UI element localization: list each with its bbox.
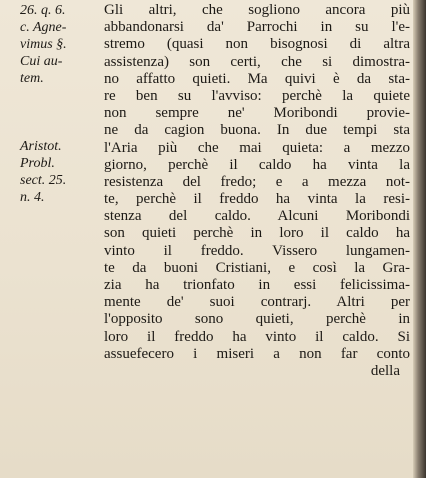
margin-gap	[20, 104, 102, 121]
margin-note-line: Aristot.	[20, 139, 62, 154]
body-text	[104, 2, 410, 380]
text-line: l'Aria più che mai quieta: a mezzo	[104, 139, 410, 156]
margin-notes	[20, 2, 102, 206]
text-line: no affatto quieti. Ma quivi è da sta-	[104, 70, 410, 87]
text-line: giorno, perchè il caldo ha vinta la	[104, 156, 410, 173]
text-line: te da buoni Cristiani, e così la Gra-	[104, 259, 410, 276]
text-line: l'opposito sono quieti, perchè in	[104, 311, 410, 328]
text-line: son quieti perchè in loro il caldo ha	[104, 225, 410, 242]
book-spine-shadow	[413, 0, 426, 478]
text-line: te, perchè il freddo ha vinta la resi-	[104, 191, 410, 208]
margin-gap	[20, 87, 102, 104]
margin-note-line: c. Agne-	[20, 20, 67, 35]
margin-note-line: vimus §.	[20, 37, 67, 52]
text-line: non sempre ne' Moribondi provie-	[104, 105, 410, 122]
text-line: stenza del caldo. Alcuni Moribondi	[104, 208, 410, 225]
text-line: assistenza) son certi, che si dimostra-	[104, 53, 410, 70]
text-line: re ben su l'avviso: perchè la quiete	[104, 87, 410, 104]
text-line: abbandonarsi da' Parrochi in su l'e-	[104, 19, 410, 36]
margin-gap	[20, 121, 102, 138]
catchword: della	[370, 362, 400, 379]
text-line: zia ha trionfato in essi felicissima-	[104, 277, 410, 293]
text-line: mente de' suoi contrarj. Altri per	[104, 294, 410, 311]
text-line: resistenza del fredo; e a mezza not-	[104, 173, 410, 190]
margin-note-line: n. 4.	[20, 190, 45, 205]
text-line: stremo (quasi non bisognosi di altra	[104, 36, 410, 53]
margin-note-line: 26. q. 6.	[20, 3, 66, 18]
text-line: loro il freddo ha vinto il caldo. Si	[104, 328, 410, 345]
text-line: Gli altri, che sogliono ancora più	[104, 2, 410, 18]
margin-note-line: tem.	[20, 71, 44, 86]
margin-note-line: sect. 25.	[20, 173, 67, 188]
text-line: assuefecero i miseri a non far conto	[104, 345, 410, 362]
margin-note-line: Probl.	[20, 156, 55, 171]
text-line: vinto il freddo. Vissero lungamen-	[104, 242, 410, 259]
margin-note-line: Cui au-	[20, 54, 63, 69]
text-line: ne da cagion buona. In due tempi sta	[104, 122, 410, 139]
